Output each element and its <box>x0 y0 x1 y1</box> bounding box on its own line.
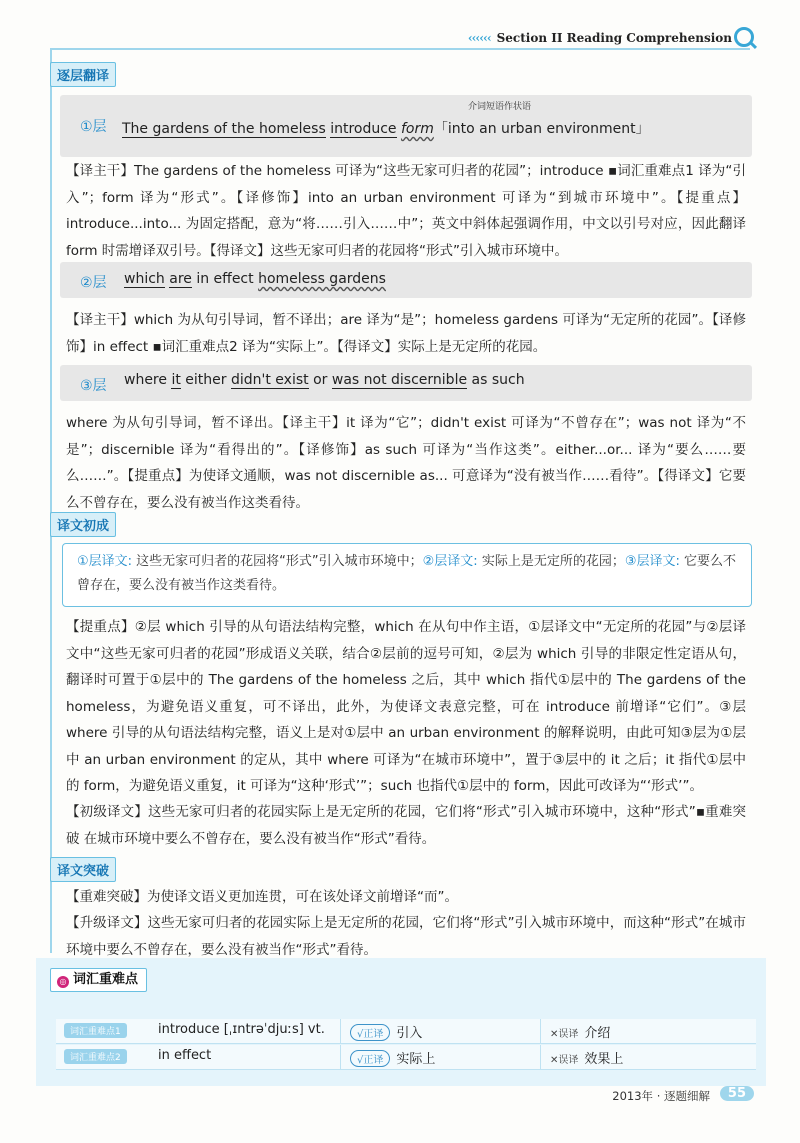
page-number: 55 <box>720 1086 754 1101</box>
correct-translation <box>350 1048 435 1067</box>
draft-label-3: ③层译文: <box>624 554 680 569</box>
running-header <box>468 31 732 45</box>
breakthrough-paragraph: 【重难突破】为使译文语义更加连贯，可在该处译文前增译“而”。 <box>66 889 458 905</box>
side-rule <box>50 48 52 953</box>
draft-text <box>77 550 741 598</box>
vocab-word: in effect <box>158 1048 212 1063</box>
layer2-explanation: 【译主干】which 为从句引导词，暂不译出；are 译为“是”；homeless gardens 可译为“无定所的花园”。【译修饰】in effect ▪词汇重难点2 译为“实际上”。【得译文】实际上是无定所的花园。 <box>66 312 746 355</box>
draft-label-1: ①层译文: <box>77 554 133 569</box>
w-in-effect: in effect <box>196 271 254 287</box>
w-where: where <box>124 372 167 388</box>
layer2-num: ②层 <box>80 275 107 291</box>
wrong-text: 效果上 <box>584 1052 624 1067</box>
w-not-discernible: was not discernible <box>331 372 468 388</box>
vocab-row-label: 词汇重难点2 <box>64 1049 127 1064</box>
draft-box <box>62 543 752 607</box>
vocab-row <box>56 1019 756 1044</box>
layer1-sentence <box>122 118 650 138</box>
object: form <box>400 121 434 137</box>
adverbial: 「into an urban environment」 <box>433 121 650 137</box>
section-tag-layered: 逐层翻译 <box>50 62 116 87</box>
layer3-explanation: where 为从句引导词，暂不译出。【译主干】it 译为“它”；didn't exist 可译为“不曾存在”；was not 译为“不是”；discernible 译为“看得出的”。【译修饰】as such 可译为“当作这类”。either...or... 译为“要么……要么……”。【提重点】为使译文通顺，was not discernible as... 可意译为“没有被当作……看待”。【得译文】它要么不曾存在，要么没有被当作这类看待。 <box>66 415 746 511</box>
verb: introduce <box>330 121 397 137</box>
w-either: either <box>185 372 227 388</box>
wrong-tag: ✕误译 <box>550 1029 579 1040</box>
w-it: it <box>171 372 181 388</box>
w-or: or <box>313 372 328 388</box>
divider <box>340 1019 341 1043</box>
layer3-sentence <box>124 372 525 388</box>
key-point-paragraph: 【提重点】②层 which 引导的从句语法结构完整，which 在从句中作主语，①层译文中“无定所的花园”与②层译文中“这些无家可归者的花园”形成语义关联，结合②层前的逗号可知，②层为 which 引导的非限定性定语从句，翻译时可置于①层中的 The gardens of the homeless 之后，其中 which 指代①层中的 The gardens of the homeless，为避免语义重复，可不译出，此外，为使译文表意完整，可在 introduce 前增译“它们”。③层 where 引导的从句语法结构完整，语义上是对①层中 an urban environment 的解释说明，由此可知③层为①层中 an urban environment 的定从，其中 where 可译为“在城市环境中”，置于③层中的 it 之后；it 指代①层中的 form，为避免语义重复，it 可译为“这种‘形式’”；such 也指代①层中的 form，因此可改译为“‘形式’”。 <box>66 619 746 794</box>
basic-translation: 【初级译文】这些无家可归者的花园实际上是无定所的花园，它们将“形式”引入城市环境中，这种“形式”▪重难突破 在城市环境中要么不曾存在，要么没有被当作“形式”看待。 <box>66 804 746 847</box>
section-tag-breakthrough: 译文突破 <box>50 857 116 882</box>
correct-text: 实际上 <box>396 1052 436 1067</box>
layer2-sentence <box>124 271 386 287</box>
footer-text: 2013年 · 逐题细解 <box>612 1089 710 1103</box>
header-title: Section II Reading Comprehension <box>496 31 732 45</box>
draft-text-3: 它要么不曾存在，要么没有被当作这类看待。 <box>77 554 737 593</box>
section-tag-draft: 译文初成 <box>50 512 116 537</box>
w-which: which <box>124 271 165 287</box>
w-didnt-exist: didn't exist <box>230 372 309 388</box>
vocab-title <box>50 968 147 992</box>
vocab-row-label: 词汇重难点1 <box>64 1023 127 1038</box>
vocab-title-text: 词汇重难点 <box>73 972 139 987</box>
top-rule <box>50 48 750 50</box>
draft-text-1: 这些无家可归者的花园将“形式”引入城市环境中； <box>132 554 423 569</box>
layer3-num: ③层 <box>80 378 107 394</box>
search-icon <box>734 27 754 47</box>
arrows-icon: ‹‹‹‹‹‹ <box>467 31 491 45</box>
wrong-translation <box>550 1022 610 1041</box>
correct-translation <box>350 1022 422 1041</box>
upgraded-translation: 【升级译文】这些无家可归者的花园实际上是无定所的花园，它们将“形式”引入城市环境中，而这种“形式”在城市环境中要么不曾存在，要么没有被当作“形式”看待。 <box>66 915 746 958</box>
layer1-explanation: 【译主干】The gardens of the homeless 可译为“这些无家可归者的花园”；introduce ▪词汇重难点1 译为“引入”；form 译为“形式”。【译修饰】into an urban environment 可译为“到城市环境中”。【提重点】introduce...into... 为固定搭配，意为“将……引入……中”；英文中斜体起强调作用，中文以引号对应，因此翻译 form 时需增译双引号。【得译文】这些无家可归者的花园将“形式”引入城市环境中。 <box>66 163 746 259</box>
correct-tag: √正译 <box>350 1050 390 1067</box>
w-are: are <box>169 271 192 287</box>
layer1-num: ①层 <box>80 119 107 135</box>
draft-label-2: ②层译文: <box>422 554 478 569</box>
vocab-row <box>56 1045 756 1070</box>
layer1-annotation: 介词短语作状语 <box>468 102 532 112</box>
correct-text: 引入 <box>396 1026 423 1041</box>
divider <box>540 1019 541 1043</box>
divider <box>340 1045 341 1069</box>
w-homeless-gardens: homeless gardens <box>258 271 386 287</box>
w-as-such: as such <box>471 372 525 388</box>
target-icon: ◎ <box>57 976 69 988</box>
wrong-text: 介绍 <box>584 1026 611 1041</box>
subject: The gardens of the homeless <box>122 121 326 137</box>
wrong-translation <box>550 1048 623 1067</box>
wrong-tag: ✕误译 <box>550 1055 579 1066</box>
vocab-word: introduce [ˌɪntrəˈdjuːs] vt. <box>158 1022 325 1037</box>
divider <box>540 1045 541 1069</box>
correct-tag: √正译 <box>350 1024 390 1041</box>
draft-text-2: 实际上是无定所的花园； <box>477 554 625 569</box>
